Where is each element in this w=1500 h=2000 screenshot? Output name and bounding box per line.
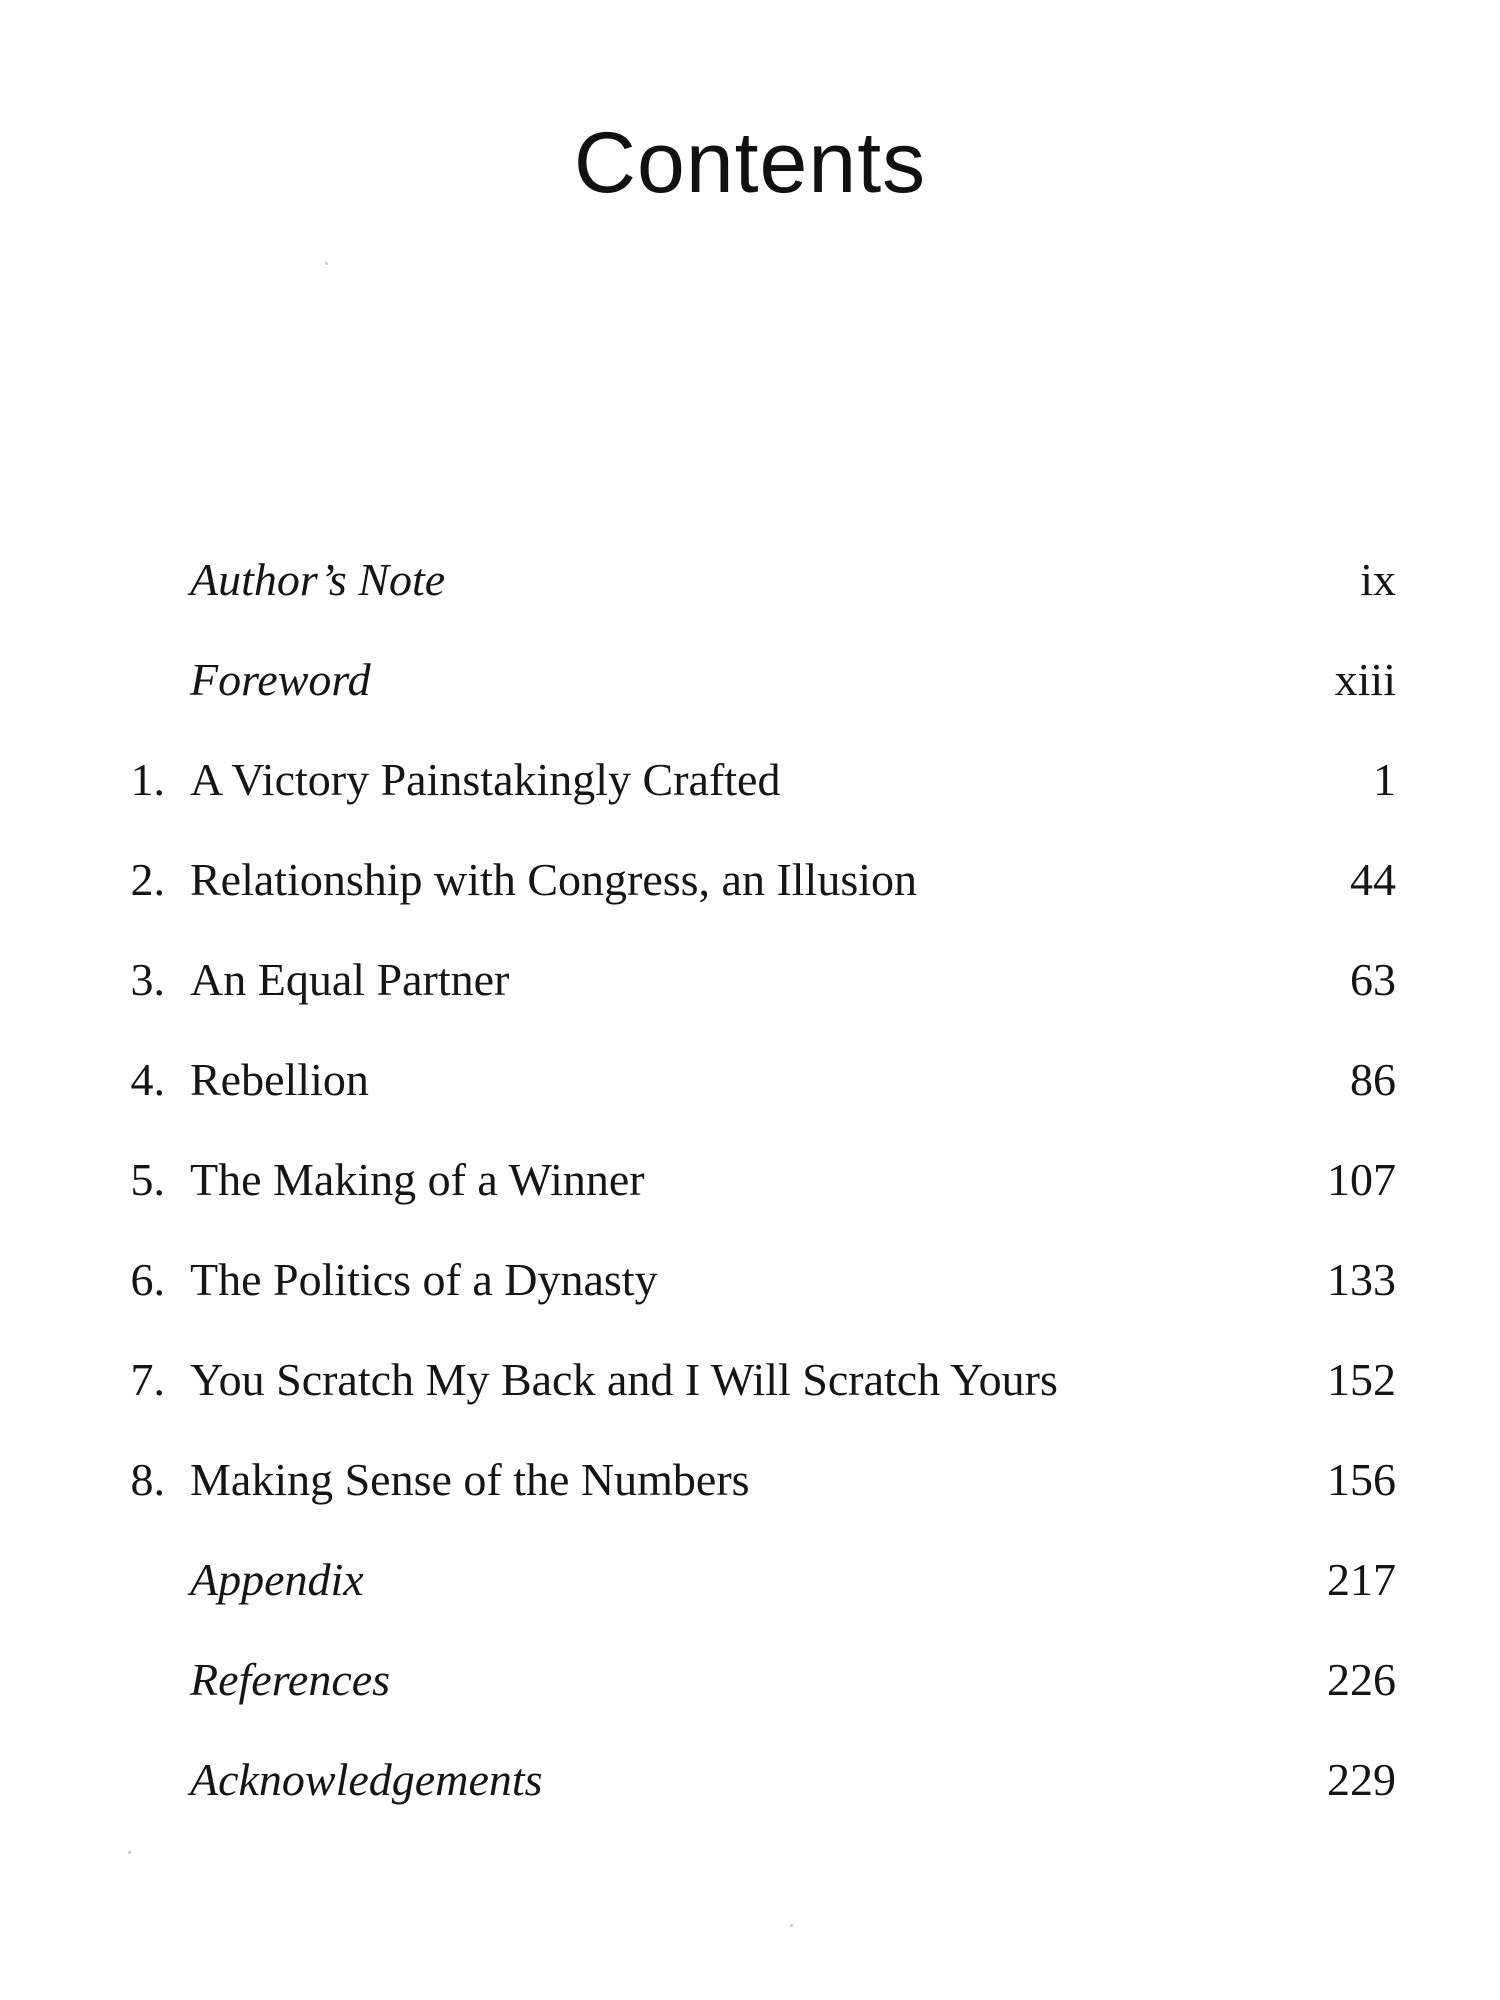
page-number: 156 — [1327, 1454, 1396, 1505]
toc-entry-chapter-1 — [0, 748, 1500, 848]
page-title: Contents — [573, 115, 927, 211]
toc-entry-references — [0, 1648, 1500, 1748]
chapter-number: 5. — [130, 1154, 165, 1205]
chapter-number: 1. — [130, 754, 165, 805]
page-number: 229 — [1327, 1754, 1396, 1805]
page-number: 86 — [1350, 1054, 1396, 1105]
chapter-number: 7. — [130, 1354, 165, 1405]
page-number: xiii — [1334, 654, 1396, 705]
entry-title: A Victory Painstakingly Crafted — [190, 754, 781, 805]
toc-entry-chapter-5 — [0, 1148, 1500, 1248]
page-number: 133 — [1327, 1254, 1396, 1305]
paper-speck — [790, 1924, 793, 1927]
chapter-number: 6. — [130, 1254, 165, 1305]
entry-title: Acknowledgements — [190, 1754, 543, 1805]
entry-title: You Scratch My Back and I Will Scratch Yours — [190, 1354, 1058, 1405]
entry-title: An Equal Partner — [190, 954, 510, 1005]
toc-entry-chapter-3 — [0, 948, 1500, 1048]
page-number: 226 — [1327, 1654, 1396, 1705]
toc-entry-appendix — [0, 1548, 1500, 1648]
entry-title: References — [190, 1654, 391, 1705]
paper-speck — [128, 1851, 131, 1854]
chapter-number: 4. — [130, 1054, 165, 1105]
toc-entry-chapter-7 — [0, 1348, 1500, 1448]
entry-title: Making Sense of the Numbers — [190, 1454, 750, 1505]
toc-entry-foreword — [0, 648, 1500, 748]
entry-title: Author’s Note — [190, 554, 446, 605]
toc-entry-chapter-2 — [0, 848, 1500, 948]
entry-title: The Politics of a Dynasty — [190, 1254, 658, 1305]
page-number: 63 — [1350, 954, 1396, 1005]
toc-entry-chapter-6 — [0, 1248, 1500, 1348]
toc-entry-chapter-8 — [0, 1448, 1500, 1548]
entry-title: Foreword — [190, 654, 371, 705]
page-number: 107 — [1327, 1154, 1396, 1205]
page-number: 217 — [1327, 1554, 1396, 1605]
page-number: ix — [1360, 554, 1396, 605]
chapter-number: 3. — [130, 954, 165, 1005]
chapter-number: 2. — [130, 854, 165, 905]
entry-title: Appendix — [190, 1554, 364, 1605]
table-of-contents — [0, 548, 1500, 1848]
page-number: 44 — [1350, 854, 1396, 905]
entry-title: Relationship with Congress, an Illusion — [190, 854, 918, 905]
toc-entry-chapter-4 — [0, 1048, 1500, 1148]
paper-speck — [325, 262, 328, 265]
toc-entry-authors-note — [0, 548, 1500, 648]
entry-title: Rebellion — [190, 1054, 369, 1105]
page-number: 152 — [1327, 1354, 1396, 1405]
entry-title: The Making of a Winner — [190, 1154, 645, 1205]
page-number: 1 — [1373, 754, 1396, 805]
chapter-number: 8. — [130, 1454, 165, 1505]
toc-entry-acknowledgements — [0, 1748, 1500, 1848]
